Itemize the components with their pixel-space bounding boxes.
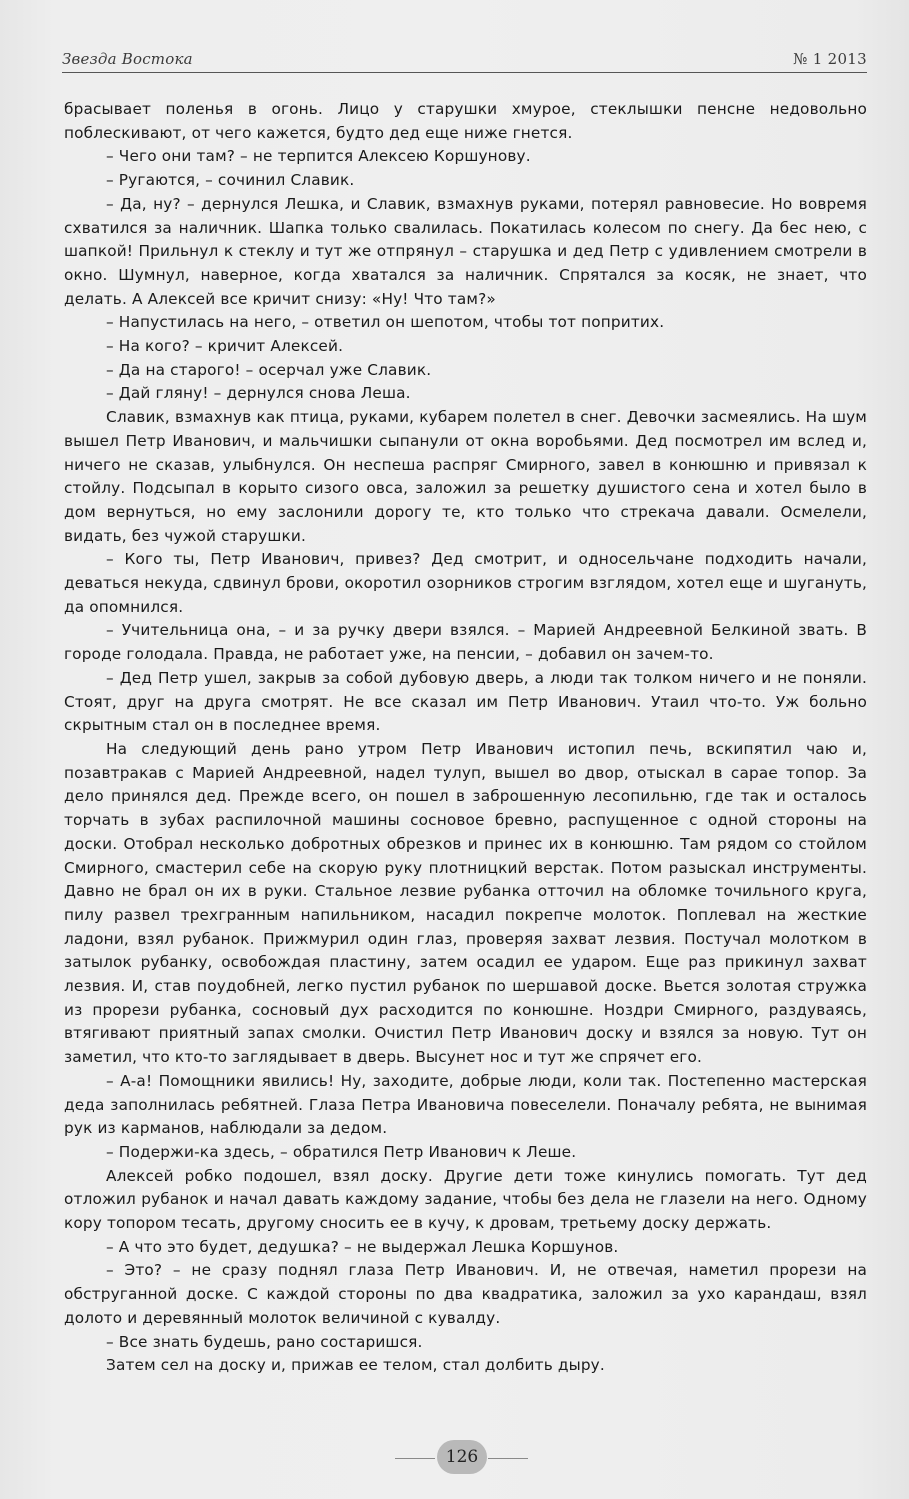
page-number: 126 bbox=[437, 1440, 487, 1474]
paragraph: – Ругаются, – сочинил Славик. bbox=[106, 171, 355, 190]
paragraph: – Это? – не сразу поднял глаза Петр Иванович. И, не отвечая, наметил прорези на обструганной доске. С каждой стороны по два квадратика, заложил за ухо карандаш, взял долото и деревянный молоток величиной с кувалду. bbox=[64, 1261, 867, 1327]
paragraph: – Да на старого! – осерчал уже Славик. bbox=[106, 360, 432, 379]
paragraph: – Чего они там? – не терпится Алексею Коршунову. bbox=[106, 147, 531, 166]
paragraph: – Да, ну? – дернулся Лешка, и Славик, взмахнув руками, потерял равновесие. Но вовремя схватился за наличник. Шапка только свалилась. Покатилась колесом по снегу. Да бес нею, с шапкой! Прильнул к стеклу и тут же отпрянул – старушка и дед Петр с удивлением смотрели в окно. Шумнул, наверное, когда хватался за наличник. Спрятался за косяк, не знает, что делать. А Алексей все кричит снизу: «Ну! Что там?» bbox=[64, 194, 867, 308]
page-footer bbox=[0, 1438, 909, 1478]
issue-number: № 1 2013 bbox=[793, 50, 867, 68]
paragraph: – Напустилась на него, – ответил он шепотом, чтобы тот попритих. bbox=[106, 313, 665, 332]
header-rule bbox=[62, 72, 867, 73]
running-header bbox=[62, 44, 867, 74]
footer-rule-right bbox=[488, 1458, 528, 1459]
paragraph: – На кого? – кричит Алексей. bbox=[106, 337, 344, 356]
journal-title: Звезда Востока bbox=[62, 50, 193, 68]
paragraph: – Дед Петр ушел, закрыв за собой дубовую дверь, а люди так толком ничего и не поняли. Стоят, друг на друга смотрят. Не все сказал им Петр Иванович. Утаил что-то. Уж больно скрытным стал он в последнее время. bbox=[64, 668, 867, 735]
paragraph: – Все знать будешь, рано состаришся. bbox=[106, 1332, 423, 1351]
body-text bbox=[64, 98, 867, 1378]
paragraph: Алексей робко подошел, взял доску. Другие дети тоже кинулись помогать. Тут дед отложил рубанок и начал давать каждому задание, чтобы без дела не глазели на него. Одному кору топором тесать, другому сносить ее в кучу, к дровам, третьему доску держать. bbox=[64, 1166, 867, 1233]
paragraph: – Дай гляну! – дернулся снова Леша. bbox=[106, 384, 411, 403]
footer-rule-left bbox=[395, 1458, 435, 1459]
paragraph: Славик, взмахнув как птица, руками, кубарем полетел в снег. Девочки засмеялись. На шум вышел Петр Иванович, и мальчишки сыпанули от окна воробьями. Дед посмотрел им вслед и, ничего не сказав, улыбнулся. Он неспеша распряг Смирного, завел в конюшню и привязал к стойлу. Подсыпал в корыто сизого овса, заложил за решетку душистого сена и хотел было в дом вернуться, но ему заслонили дорогу те, кто только что стрекача давали. Осмелели, видать, без чужой старушки. bbox=[64, 408, 867, 545]
paragraph: – Кого ты, Петр Иванович, привез? Дед смотрит, и односельчане подходить начали, деваться некуда, сдвинул брови, окоротил озорников строгим взглядом, хотел еще и шугануть, да опомнился. bbox=[64, 550, 867, 616]
paragraph: – А что это будет, дедушка? – не выдержал Лешка Коршунов. bbox=[106, 1237, 619, 1256]
paragraph: брасывает поленья в огонь. Лицо у старушки хмурое, стеклышки пенсне недовольно поблескивают, от чего кажется, будто дед еще ниже гнется. bbox=[64, 100, 867, 142]
paragraph: – Учительница она, – и за ручку двери взялся. – Марией Андреевной Белкиной звать. В городе голодала. Правда, не работает уже, на пенсии, – добавил он зачем-то. bbox=[64, 621, 867, 664]
paragraph: Затем сел на доску и, прижав ее телом, стал долбить дыру. bbox=[106, 1356, 605, 1375]
paragraph: – А-а! Помощники явились! Ну, заходите, добрые люди, коли так. Постепенно мастерская деда заполнилась ребятней. Глаза Петра Ивановича повеселели. Поначалу ребята, не вынимая рук из карманов, наблюдали за дедом. bbox=[64, 1071, 867, 1138]
paragraph: – Подержи-ка здесь, – обратился Петр Иванович к Леше. bbox=[106, 1142, 577, 1161]
paragraph: На следующий день рано утром Петр Иванович истопил печь, вскипятил чаю и, позавтракав с Марией Андреевной, надел тулуп, вышел во двор, отыскал в сарае топор. За дело принялся дед. Прежде всего, он пошел в заброшенную лесопильню, где так и осталось торчать в зубах распилочной машины сосновое бревно, распущенное с одной стороны на доски. Отобрал несколько добротных обрезков и принес их в конюшню. Там рядом со стойлом Смирного, смастерил себе на скорую руку плотницкий верстак. Потом разыскал инструменты. Давно не брал он их в руки. Стальное лезвие рубанка отточил на обломке точильного круга, пилу развел трехгранным напильником, насадил покрепче молоток. Поплевал на жесткие ладони, взял рубанок. Прижмурил один глаз, проверяя захват лезвия. Постучал молотком в затылок рубанку, освобождая пластину, затем осадил ее ударом. Еще раз прикинул захват лезвия. И, став поудобней, легко пустил рубанок по шершавой доске. Вьется золотая стружка из прорези рубанка, сосновый дух расходится по конюшне. Ноздри Смирного, раздуваясь, втягивают приятный запах смолки. Очистил Петр Иванович доску и взялся за новую. Тут он заметил, что кто-то заглядывает в дверь. Высунет нос и тут же спрячет его. bbox=[64, 739, 867, 1067]
